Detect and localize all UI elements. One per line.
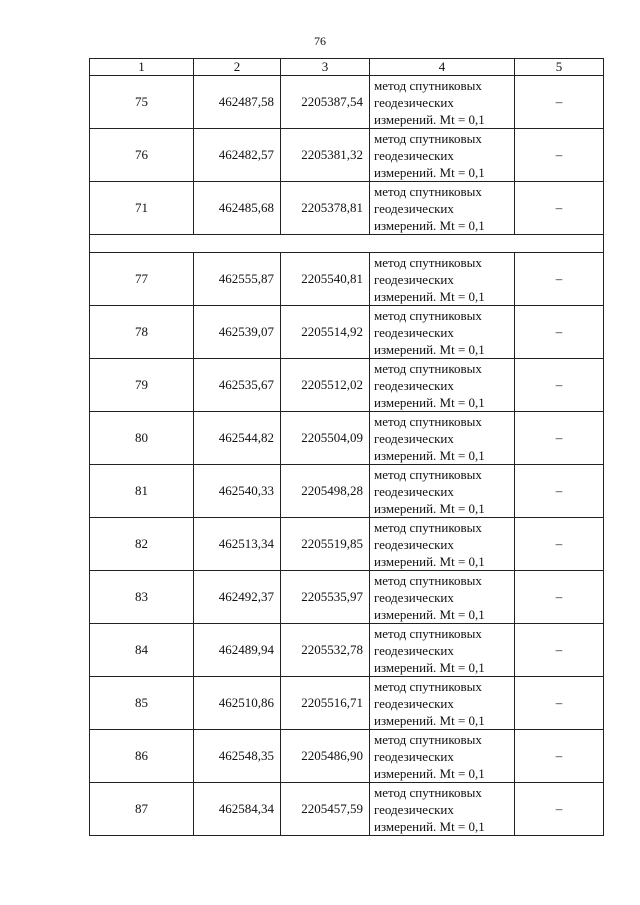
y-coordinate-cell: 2205498,28 bbox=[281, 465, 370, 518]
note-cell: – bbox=[515, 677, 604, 730]
method-line: измерений. Mt = 0,1 bbox=[374, 394, 485, 410]
y-coordinate-cell: 2205457,59 bbox=[281, 783, 370, 836]
y-coordinate-cell: 2205387,54 bbox=[281, 76, 370, 129]
method-line: метод спутниковых bbox=[374, 519, 482, 535]
method-line: геодезических bbox=[374, 377, 454, 393]
x-coordinate-cell: 462482,57 bbox=[194, 129, 281, 182]
point-number-cell: 75 bbox=[90, 76, 194, 129]
x-coordinate-cell: 462544,82 bbox=[194, 412, 281, 465]
note-cell: – bbox=[515, 518, 604, 571]
method-cell bbox=[370, 518, 515, 571]
point-number-cell: 83 bbox=[90, 571, 194, 624]
method-cell bbox=[370, 783, 515, 836]
point-number-cell: 80 bbox=[90, 412, 194, 465]
point-number-cell: 76 bbox=[90, 129, 194, 182]
method-line: измерений. Mt = 0,1 bbox=[374, 447, 485, 463]
method-line: измерений. Mt = 0,1 bbox=[374, 606, 485, 622]
x-coordinate-cell: 462485,68 bbox=[194, 182, 281, 235]
y-coordinate-cell: 2205486,90 bbox=[281, 730, 370, 783]
table-row bbox=[90, 730, 604, 783]
note-cell: – bbox=[515, 412, 604, 465]
table-row bbox=[90, 518, 604, 571]
method-line: метод спутниковых bbox=[374, 360, 482, 376]
method-line: измерений. Mt = 0,1 bbox=[374, 341, 485, 357]
method-line: метод спутниковых bbox=[374, 77, 482, 93]
page-number: 76 bbox=[314, 34, 326, 48]
method-line: метод спутниковых bbox=[374, 678, 482, 694]
table-separator bbox=[90, 235, 604, 253]
method-line: измерений. Mt = 0,1 bbox=[374, 818, 485, 834]
method-line: метод спутниковых bbox=[374, 183, 482, 199]
x-coordinate-cell: 462487,58 bbox=[194, 76, 281, 129]
table-row bbox=[90, 571, 604, 624]
table-row bbox=[90, 465, 604, 518]
header-col-4: 4 bbox=[370, 59, 515, 76]
header-col-2: 2 bbox=[194, 59, 281, 76]
point-number-cell: 85 bbox=[90, 677, 194, 730]
table-row bbox=[90, 677, 604, 730]
method-cell bbox=[370, 677, 515, 730]
separator-cell bbox=[90, 235, 604, 253]
x-coordinate-cell: 462540,33 bbox=[194, 465, 281, 518]
y-coordinate-cell: 2205532,78 bbox=[281, 624, 370, 677]
method-cell bbox=[370, 253, 515, 306]
method-cell bbox=[370, 571, 515, 624]
method-cell bbox=[370, 182, 515, 235]
method-cell bbox=[370, 730, 515, 783]
y-coordinate-cell: 2205381,32 bbox=[281, 129, 370, 182]
method-line: измерений. Mt = 0,1 bbox=[374, 765, 485, 781]
method-line: геодезических bbox=[374, 642, 454, 658]
x-coordinate-cell: 462489,94 bbox=[194, 624, 281, 677]
point-number-cell: 77 bbox=[90, 253, 194, 306]
method-cell bbox=[370, 76, 515, 129]
y-coordinate-cell: 2205516,71 bbox=[281, 677, 370, 730]
method-line: измерений. Mt = 0,1 bbox=[374, 659, 485, 675]
point-number-cell: 78 bbox=[90, 306, 194, 359]
x-coordinate-cell: 462548,35 bbox=[194, 730, 281, 783]
method-line: метод спутниковых bbox=[374, 572, 482, 588]
table-row bbox=[90, 129, 604, 182]
method-cell bbox=[370, 359, 515, 412]
point-number-cell: 86 bbox=[90, 730, 194, 783]
point-number-cell: 87 bbox=[90, 783, 194, 836]
method-line: геодезических bbox=[374, 324, 454, 340]
method-line: геодезических bbox=[374, 589, 454, 605]
header-col-3: 3 bbox=[281, 59, 370, 76]
method-line: метод спутниковых bbox=[374, 130, 482, 146]
x-coordinate-cell: 462539,07 bbox=[194, 306, 281, 359]
point-number-cell: 84 bbox=[90, 624, 194, 677]
method-line: геодезических bbox=[374, 271, 454, 287]
table-row bbox=[90, 783, 604, 836]
x-coordinate-cell: 462535,67 bbox=[194, 359, 281, 412]
table-row bbox=[90, 624, 604, 677]
note-cell: – bbox=[515, 783, 604, 836]
y-coordinate-cell: 2205504,09 bbox=[281, 412, 370, 465]
method-line: метод спутниковых bbox=[374, 625, 482, 641]
note-cell: – bbox=[515, 624, 604, 677]
note-cell: – bbox=[515, 306, 604, 359]
point-number-cell: 79 bbox=[90, 359, 194, 412]
table-row bbox=[90, 182, 604, 235]
table-group-2 bbox=[90, 253, 604, 836]
x-coordinate-cell: 462513,34 bbox=[194, 518, 281, 571]
method-line: геодезических bbox=[374, 695, 454, 711]
y-coordinate-cell: 2205519,85 bbox=[281, 518, 370, 571]
coordinates-table bbox=[89, 58, 604, 836]
y-coordinate-cell: 2205514,92 bbox=[281, 306, 370, 359]
header-col-1: 1 bbox=[90, 59, 194, 76]
note-cell: – bbox=[515, 182, 604, 235]
method-line: геодезических bbox=[374, 200, 454, 216]
note-cell: – bbox=[515, 129, 604, 182]
method-line: метод спутниковых bbox=[374, 731, 482, 747]
note-cell: – bbox=[515, 571, 604, 624]
point-number-cell: 71 bbox=[90, 182, 194, 235]
note-cell: – bbox=[515, 465, 604, 518]
method-cell bbox=[370, 412, 515, 465]
x-coordinate-cell: 462555,87 bbox=[194, 253, 281, 306]
table-row bbox=[90, 253, 604, 306]
point-number-cell: 82 bbox=[90, 518, 194, 571]
separator-row bbox=[90, 235, 604, 253]
method-line: метод спутниковых bbox=[374, 254, 482, 270]
method-line: измерений. Mt = 0,1 bbox=[374, 500, 485, 516]
method-line: измерений. Mt = 0,1 bbox=[374, 111, 485, 127]
note-cell: – bbox=[515, 359, 604, 412]
method-line: геодезических bbox=[374, 147, 454, 163]
method-line: метод спутниковых bbox=[374, 413, 482, 429]
method-line: измерений. Mt = 0,1 bbox=[374, 712, 485, 728]
method-line: измерений. Mt = 0,1 bbox=[374, 217, 485, 233]
method-line: геодезических bbox=[374, 483, 454, 499]
x-coordinate-cell: 462492,37 bbox=[194, 571, 281, 624]
method-line: измерений. Mt = 0,1 bbox=[374, 553, 485, 569]
method-cell bbox=[370, 306, 515, 359]
method-cell bbox=[370, 624, 515, 677]
method-cell bbox=[370, 465, 515, 518]
x-coordinate-cell: 462510,86 bbox=[194, 677, 281, 730]
x-coordinate-cell: 462584,34 bbox=[194, 783, 281, 836]
table-row bbox=[90, 359, 604, 412]
table-row bbox=[90, 412, 604, 465]
header-col-5: 5 bbox=[515, 59, 604, 76]
method-line: геодезических bbox=[374, 536, 454, 552]
method-line: измерений. Mt = 0,1 bbox=[374, 288, 485, 304]
method-line: геодезических bbox=[374, 748, 454, 764]
method-line: метод спутниковых bbox=[374, 466, 482, 482]
method-cell bbox=[370, 129, 515, 182]
table-row bbox=[90, 76, 604, 129]
y-coordinate-cell: 2205540,81 bbox=[281, 253, 370, 306]
method-line: геодезических bbox=[374, 430, 454, 446]
method-line: метод спутниковых bbox=[374, 307, 482, 323]
note-cell: – bbox=[515, 253, 604, 306]
note-cell: – bbox=[515, 76, 604, 129]
note-cell: – bbox=[515, 730, 604, 783]
method-line: измерений. Mt = 0,1 bbox=[374, 164, 485, 180]
method-line: метод спутниковых bbox=[374, 784, 482, 800]
y-coordinate-cell: 2205535,97 bbox=[281, 571, 370, 624]
table-group-1 bbox=[90, 76, 604, 235]
y-coordinate-cell: 2205378,81 bbox=[281, 182, 370, 235]
method-line: геодезических bbox=[374, 801, 454, 817]
y-coordinate-cell: 2205512,02 bbox=[281, 359, 370, 412]
table-header-row bbox=[90, 59, 604, 76]
point-number-cell: 81 bbox=[90, 465, 194, 518]
method-line: геодезических bbox=[374, 94, 454, 110]
table-row bbox=[90, 306, 604, 359]
